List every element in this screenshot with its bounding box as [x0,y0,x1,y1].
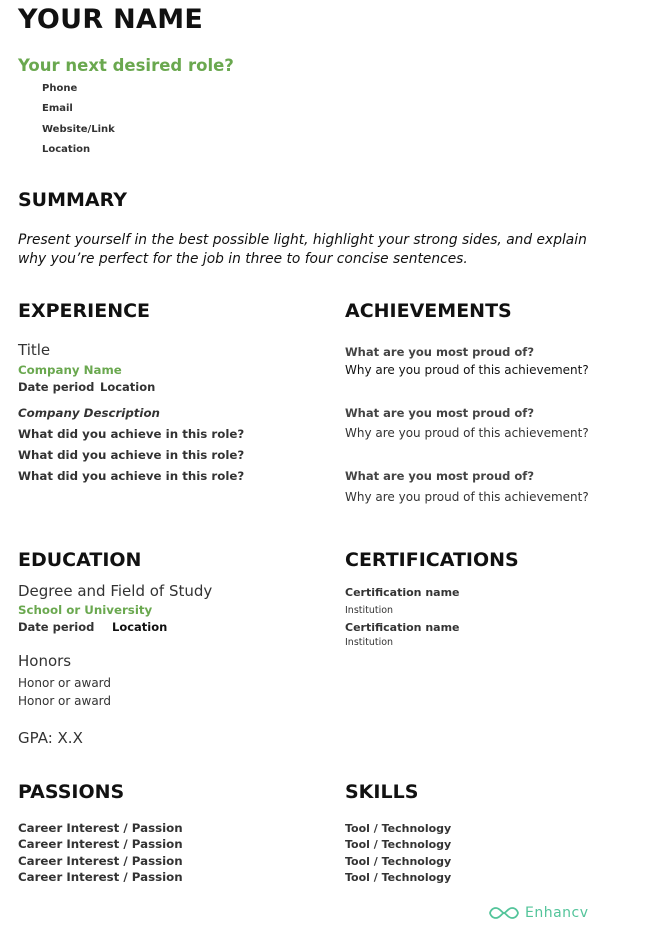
infinity-icon [488,905,520,921]
contact-location: Location [42,144,91,155]
passion-item: Career Interest / Passion [18,821,183,835]
logo-text: Enhancv [525,905,589,921]
honor-item: Honor or award [18,676,112,690]
skills-heading: SKILLS [345,781,419,803]
education-date: Date period [18,620,95,634]
experience-bullet: What did you achieve in this role? [18,448,245,462]
contact-phone: Phone [42,83,78,94]
company-name: Company Name [18,363,122,377]
skill-item: Tool / Technology [345,855,452,868]
experience-title: Title [18,341,51,359]
summary-text: Present yourself in the best possible light, highlight your strong sides, and explain why you’re perfect for the job in three to four concise sentences. [18,232,587,267]
certification-name: Certification name [345,621,460,634]
desired-role: Your next desired role? [18,56,234,75]
experience-date: Date period [18,380,95,394]
passions-heading: PASSIONS [18,781,125,803]
achievement-question: What are you most proud of? [345,406,534,420]
certification-name: Certification name [345,586,460,599]
skill-item: Tool / Technology [345,822,452,835]
candidate-name: YOUR NAME [18,4,204,35]
experience-location: Location [100,380,156,394]
passion-item: Career Interest / Passion [18,854,183,868]
education-heading: EDUCATION [18,549,142,571]
experience-bullet: What did you achieve in this role? [18,469,245,483]
skill-item: Tool / Technology [345,871,452,884]
passion-item: Career Interest / Passion [18,837,183,851]
contact-website: Website/Link [42,124,115,135]
achievements-heading: ACHIEVEMENTS [345,300,512,322]
certifications-heading: CERTIFICATIONS [345,549,519,571]
achievement-answer: Why are you proud of this achievement? [345,363,589,377]
passion-item: Career Interest / Passion [18,870,183,884]
honors-heading: Honors [18,652,72,670]
education-location: Location [112,620,168,634]
honor-item: Honor or award [18,694,112,708]
experience-heading: EXPERIENCE [18,300,151,322]
company-description: Company Description [18,406,160,420]
certification-institution: Institution [345,637,394,648]
achievement-question: What are you most proud of? [345,469,534,483]
contact-email: Email [42,103,73,114]
enhancv-logo [488,905,589,921]
summary-heading: SUMMARY [18,189,127,211]
skill-item: Tool / Technology [345,838,452,851]
achievement-question: What are you most proud of? [345,345,534,359]
school-name: School or University [18,603,153,617]
certification-institution: Institution [345,605,394,616]
degree: Degree and Field of Study [18,582,213,600]
achievement-answer: Why are you proud of this achievement? [345,426,589,440]
achievement-answer: Why are you proud of this achievement? [345,490,589,504]
experience-bullet: What did you achieve in this role? [18,427,245,441]
gpa: GPA: X.X [18,729,83,747]
